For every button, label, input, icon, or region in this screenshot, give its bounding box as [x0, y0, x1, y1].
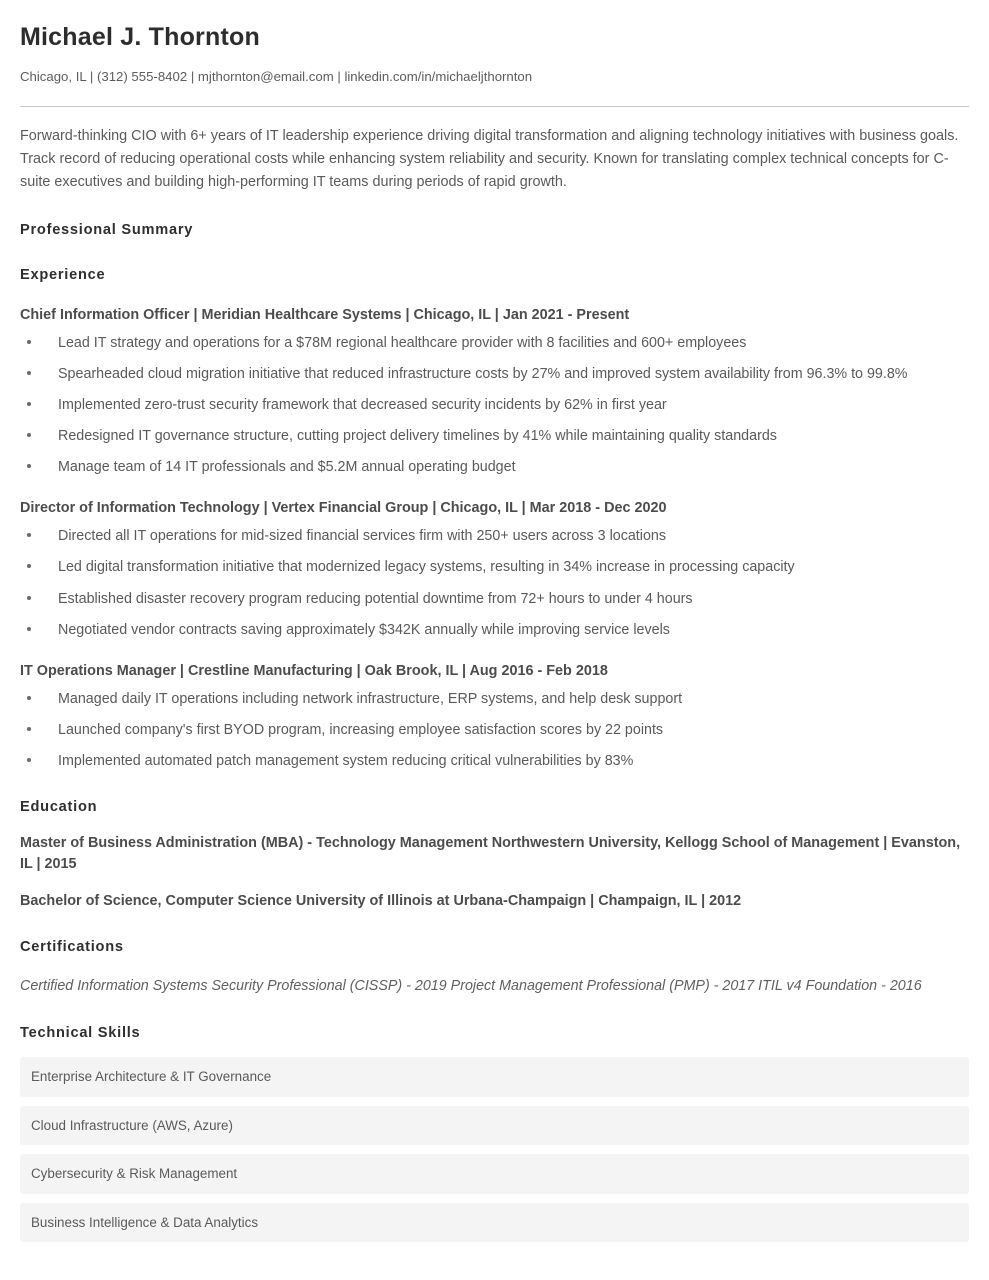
section-heading-professional-summary: Professional Summary	[20, 221, 194, 238]
skills-list	[20, 1043, 969, 1242]
experience-entry-heading: Director of Information Technology | Vertex Financial Group | Chicago, IL | Mar 2018 - Dec 2020	[20, 500, 667, 517]
skill-row: Cybersecurity & Risk Management	[20, 1154, 969, 1193]
list-item	[20, 525, 969, 547]
experience-entry	[20, 478, 969, 641]
bullet-dot-icon	[27, 340, 31, 344]
candidate-name: Michael J. Thornton	[20, 23, 260, 51]
bullet-dot-icon	[27, 627, 31, 631]
section-heading-technical-skills: Technical Skills	[20, 1025, 141, 1042]
summary-paragraph: Forward-thinking CIO with 6+ years of IT leadership experience driving digital transformation and aligning technology initiatives with business goals. Track record of reducing operational costs while enhancing system reliability and security. Known for translating complex technical concepts for C-suite executives and building high-performing IT teams during periods of rapid growth.	[20, 127, 959, 191]
contact-info-line: Chicago, IL | (312) 555-8402 | mjthornton@email.com | linkedin.com/in/michaeljthornton	[20, 69, 533, 85]
list-item-text: Implemented automated patch management system reducing critical vulnerabilities by 83%	[58, 753, 634, 769]
list-item	[20, 456, 969, 478]
list-item-text: Led digital transformation initiative that modernized legacy systems, resulting in 34% increase in processing capacity	[58, 559, 795, 576]
list-item-text: Implemented zero-trust security framework that decreased security incidents by 62% in first year	[58, 396, 667, 413]
bullet-dot-icon	[27, 596, 31, 600]
skill-row: Cloud Infrastructure (AWS, Azure)	[20, 1106, 969, 1145]
bullet-dot-icon	[27, 696, 31, 700]
education-entry: Bachelor of Science, Computer Science University of Illinois at Urbana-Champaign | Champaign, IL | 2012	[20, 892, 742, 909]
section-heading-experience: Experience	[20, 266, 106, 283]
section-heading-certifications: Certifications	[20, 938, 124, 955]
experience-entry-heading: Chief Information Officer | Meridian Healthcare Systems | Chicago, IL | Jan 2021 - Present	[20, 306, 630, 323]
list-item	[20, 750, 969, 772]
bullet-dot-icon	[27, 727, 31, 731]
list-item	[20, 332, 969, 354]
list-item	[20, 619, 969, 641]
bullet-dot-icon	[27, 464, 31, 468]
list-item	[20, 588, 969, 610]
bullet-dot-icon	[27, 758, 31, 762]
list-item-text: Redesigned IT governance structure, cutting project delivery timelines by 41% while maintaining quality standards	[58, 428, 777, 444]
bullet-dot-icon	[27, 402, 31, 406]
list-item-text: Manage team of 14 IT professionals and $5.2M annual operating budget	[58, 459, 516, 476]
experience-entry	[20, 641, 969, 772]
list-item-text: Negotiated vendor contracts saving approximately $342K annually while improving service levels	[58, 621, 670, 638]
list-item	[20, 394, 969, 416]
bullet-dot-icon	[27, 433, 31, 437]
list-item-text: Established disaster recovery program reducing potential downtime from 72+ hours to under 4 hours	[58, 590, 693, 607]
bullet-dot-icon	[27, 564, 31, 568]
list-item	[20, 363, 969, 385]
list-item	[20, 425, 969, 447]
bullet-dot-icon	[27, 371, 31, 375]
list-item-text: Lead IT strategy and operations for a $78M regional healthcare provider with 8 facilities and 600+ employees	[58, 334, 747, 351]
list-item	[20, 719, 969, 741]
bullet-dot-icon	[27, 533, 31, 537]
section-heading-education: Education	[20, 799, 98, 816]
experience-entry-heading: IT Operations Manager | Crestline Manufacturing | Oak Brook, IL | Aug 2016 - Feb 2018	[20, 662, 608, 679]
list-item-text: Directed all IT operations for mid-sized financial services firm with 250+ users across 3 locations	[58, 528, 667, 545]
skill-row: Enterprise Architecture & IT Governance	[20, 1057, 969, 1096]
experience-entry	[20, 285, 969, 479]
experience-bullet-list	[20, 519, 969, 641]
list-item-text: Launched company's first BYOD program, increasing employee satisfaction scores by 22 points	[58, 721, 664, 738]
skill-row: Business Intelligence & Data Analytics	[20, 1203, 969, 1242]
list-item-text: Spearheaded cloud migration initiative that reduced infrastructure costs by 27% and improved system availability from 96.3% to 99.8%	[58, 365, 908, 382]
education-entry: Master of Business Administration (MBA) - Technology Management Northwestern University, Kellogg School of Management | Evanston, IL | 2015	[20, 835, 961, 872]
experience-bullet-list	[20, 682, 969, 772]
certifications-text: Certified Information Systems Security Professional (CISSP) - 2019 Project Management Professional (PMP) - 2017 ITIL v4 Foundation - 2016	[20, 977, 922, 994]
list-item	[20, 556, 969, 578]
list-item	[20, 688, 969, 710]
experience-bullet-list	[20, 326, 969, 479]
list-item-text: Managed daily IT operations including network infrastructure, ERP systems, and help desk support	[58, 690, 683, 707]
